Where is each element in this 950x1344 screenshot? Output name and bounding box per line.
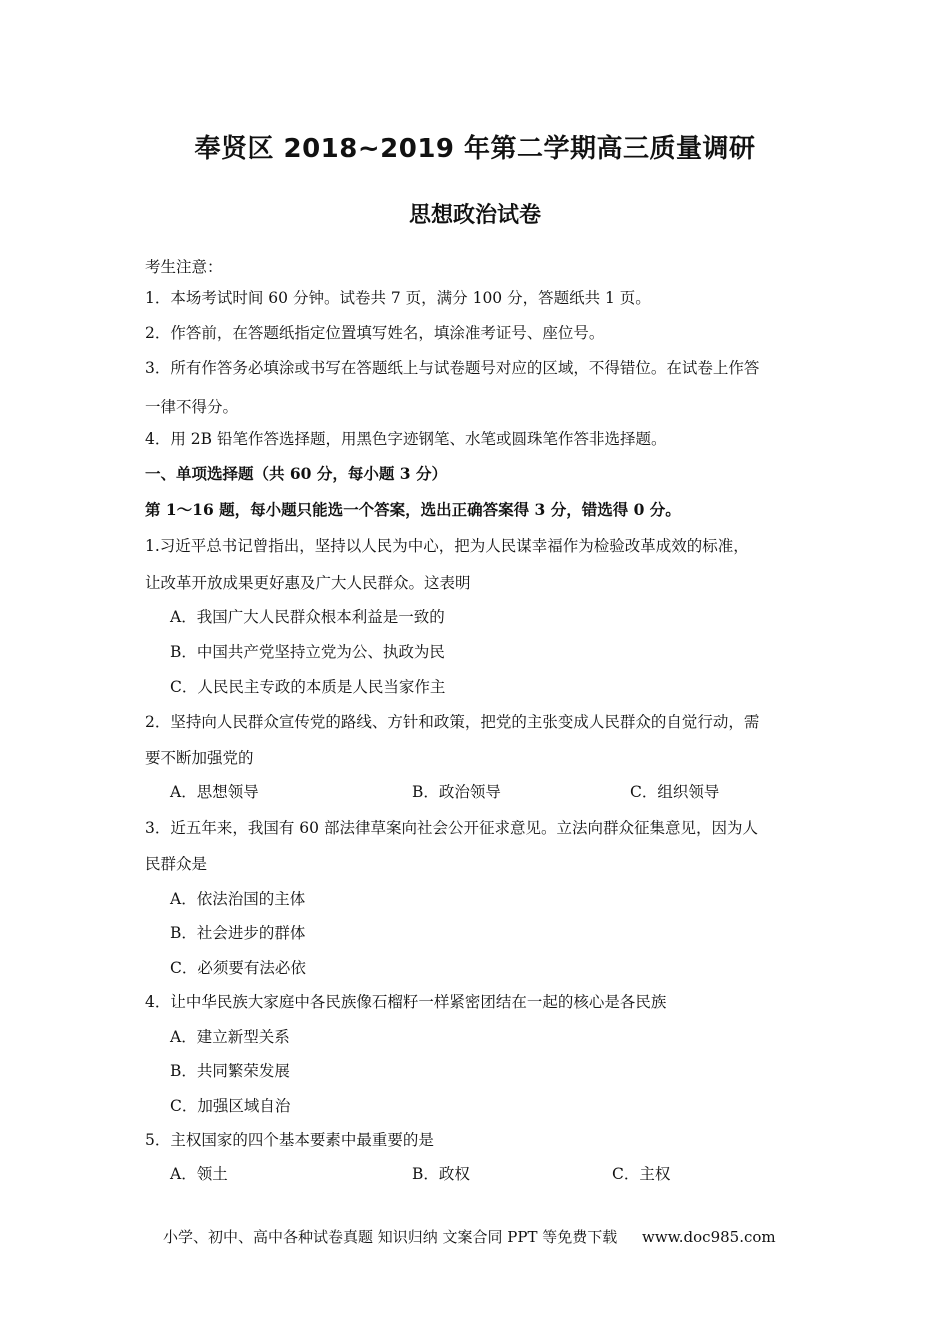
option-b: B．共同繁荣发展: [170, 1062, 290, 1080]
notice-item: 2．作答前，在答题纸指定位置填写姓名，填涂准考证号、座位号。: [145, 324, 605, 342]
question-stem: 4．让中华民族大家庭中各民族像石榴籽一样紧密团结在一起的核心是各民族: [145, 993, 667, 1011]
page-footer: [163, 1226, 776, 1247]
exam-subtitle: 思想政治试卷: [408, 203, 541, 228]
option-c: C．加强区域自治: [170, 1097, 291, 1115]
exam-title: 奉贤区 2018~2019 年第二学期高三质量调研: [194, 134, 756, 164]
option-a: A．建立新型关系: [170, 1028, 290, 1046]
question-stem: 让改革开放成果更好惠及广大人民群众。这表明: [145, 574, 471, 592]
question-stem: 民群众是: [145, 855, 208, 873]
option-a: A．领土: [170, 1165, 228, 1183]
option-c: C．必须要有法必依: [170, 959, 306, 977]
option-c: C．组织领导: [630, 783, 720, 801]
section-instruction: 第 1～16 题，每小题只能选一个答案，选出正确答案得 3 分，错选得 0 分。: [145, 500, 681, 519]
option-b: B．社会进步的群体: [170, 924, 306, 942]
notice-heading: 考生注意：: [145, 258, 223, 276]
notice-item: 4．用 2B 铅笔作答选择题，用黑色字迹钢笔、水笔或圆珠笔作答非选择题。: [145, 430, 667, 448]
question-stem: 1.习近平总书记曾指出，坚持以人民为中心，把为人民谋幸福作为检验改革成效的标准，: [145, 537, 749, 555]
section-heading: 一、单项选择题（共 60 分，每小题 3 分）: [145, 464, 447, 483]
notice-item: 3．所有作答务必填涂或书写在答题纸上与试卷题号对应的区域，不得错位。在试卷上作答: [145, 359, 760, 377]
option-b: B．中国共产党坚持立党为公、执政为民: [170, 643, 445, 661]
option-c: C．主权: [612, 1165, 671, 1183]
option-b: B．政权: [412, 1165, 470, 1183]
question-stem: 2．坚持向人民群众宣传党的路线、方针和政策，把党的主张变成人民群众的自觉行动，需: [145, 713, 760, 731]
option-a: A．依法治国的主体: [170, 890, 306, 908]
notice-item: 一律不得分。: [145, 398, 239, 416]
option-a: A．我国广大人民群众根本利益是一致的: [170, 608, 445, 626]
question-stem: 3．近五年来，我国有 60 部法律草案向社会公开征求意见。立法向群众征集意见，因为人: [145, 819, 758, 837]
question-stem: 要不断加强党的: [145, 749, 254, 767]
notice-item: 1．本场考试时间 60 分钟。试卷共 7 页，满分 100 分，答题纸共 1 页。: [145, 289, 651, 307]
question-stem: 5．主权国家的四个基本要素中最重要的是: [145, 1131, 434, 1149]
footer-text: 小学、初中、高中各种试卷真题 知识归纳 文案合同 PPT 等免费下载: [163, 1228, 618, 1246]
option-c: C．人民民主专政的本质是人民当家作主: [170, 678, 446, 696]
option-b: B．政治领导: [412, 783, 501, 801]
option-a: A．思想领导: [170, 783, 259, 801]
footer-link[interactable]: www.doc985.com: [642, 1228, 776, 1246]
